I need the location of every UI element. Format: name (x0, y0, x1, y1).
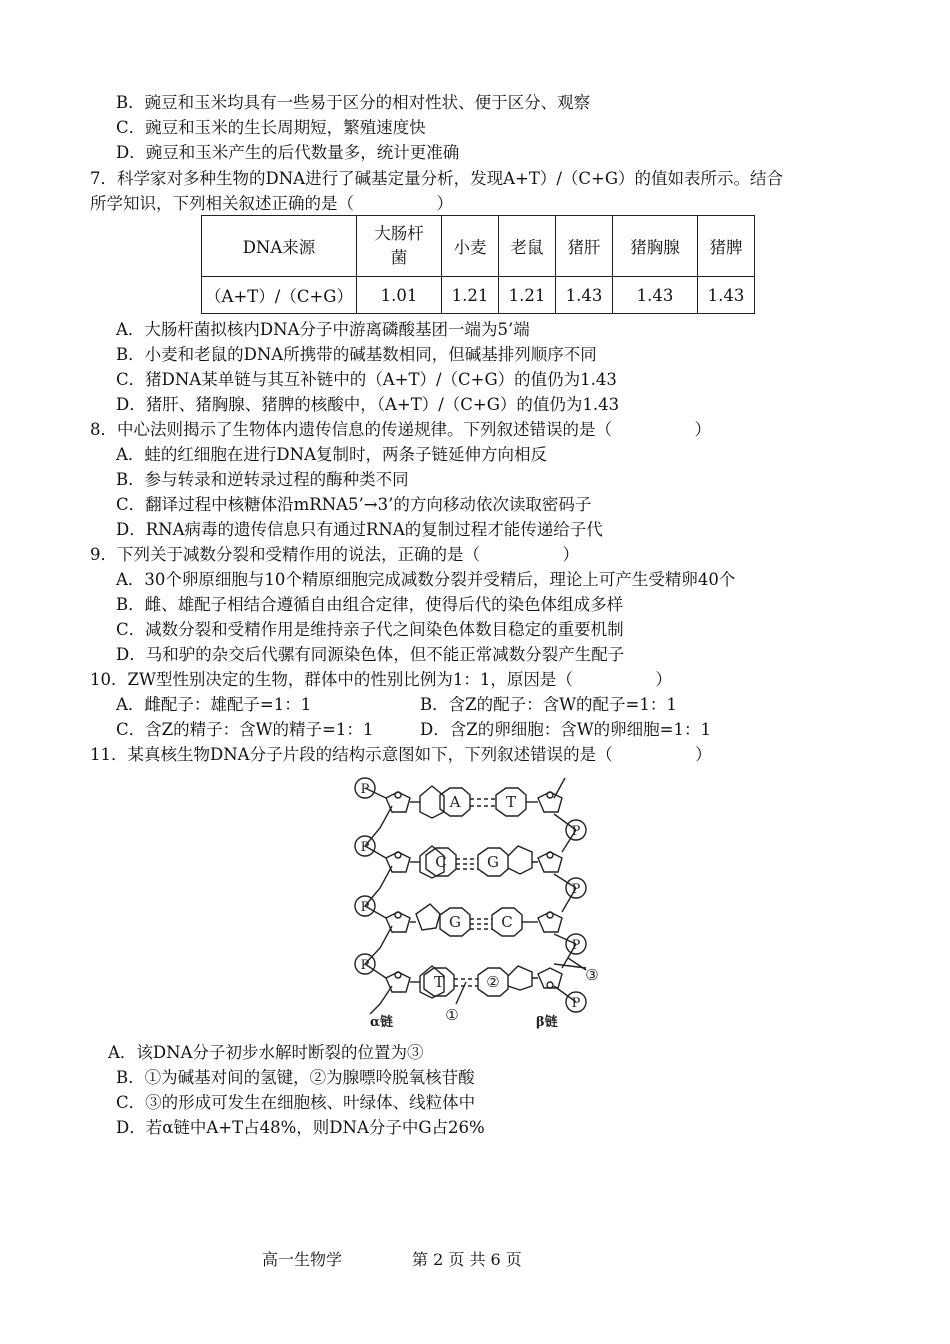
q7-option-c: C．猪DNA某单链与其互补链中的（A+T）/（C+G）的值仍为1.43 (116, 370, 617, 389)
footer-page-number: 第 2 页 共 6 页 (412, 1250, 522, 1269)
phosphate-label: P (360, 840, 370, 855)
alpha-strand-label: α链 (370, 1015, 394, 1030)
hydrogen-bonds (454, 799, 496, 986)
footer-subject: 高一生物学 (262, 1250, 343, 1269)
table-header-source: DNA来源 (202, 216, 357, 277)
table-cell: 1.43 (556, 277, 613, 314)
q7-stem-line2: 所学知识，下列相关叙述正确的是（ ） (90, 194, 453, 213)
base-hexagons-left (424, 788, 470, 996)
q8-option-c: C．翻译过程中核糖体沿mRNA5’→3’的方向移动依次读取密码子 (116, 495, 592, 514)
base-rings-left (410, 786, 447, 998)
phosphate-icons-right (566, 820, 586, 1012)
table-cell: 1.43 (613, 277, 698, 314)
phosphate-label: P (360, 900, 370, 915)
q8-stem: 8．中心法则揭示了生物体内遗传信息的传递规律。下列叙述错误的是（ ） (90, 420, 711, 439)
q6-option-b: B．豌豆和玉米均具有一些易于区分的相对性状、便于区分、观察 (116, 93, 591, 112)
q11-option-b: B．①为碱基对间的氢键，②为腺嘌呤脱氧核苷酸 (116, 1068, 475, 1087)
table-cell: 1.21 (442, 277, 499, 314)
deoxyribose-icons-right (538, 792, 562, 988)
q9-stem: 9．下列关于减数分裂和受精作用的说法，正确的是（ ） (90, 545, 579, 564)
q9-option-a: A．30个卵原细胞与10个精原细胞完成减数分裂并受精后，理论上可产生受精卵40个 (116, 570, 736, 589)
q10-stem: 10．ZW型性别决定的生物，群体中的性别比例为1：1，原因是（ ） (90, 670, 672, 689)
phosphate-label: P (360, 958, 370, 973)
base-c-label: C (501, 913, 513, 931)
pointer-1 (456, 982, 466, 1004)
table-row-label: （A+T）/（C+G） (202, 277, 357, 314)
q9-option-b: B．雌、雄配子相结合遵循自由组合定律，使得后代的染色体组成多样 (116, 595, 624, 614)
q6-option-d: D．豌豆和玉米产生的后代数量多，统计更准确 (116, 143, 460, 162)
q6-option-c: C．豌豆和玉米的生长周期短，繁殖速度快 (116, 118, 426, 137)
mark-3-label: ③ (585, 966, 599, 984)
q7-option-b: B．小麦和老鼠的DNA所携带的碱基数相同，但碱基排列顺序不同 (116, 345, 597, 364)
q11-option-a: A．该DNA分子初步水解时断裂的位置为③ (108, 1043, 424, 1062)
q8-option-a: A．蛙的红细胞在进行DNA复制时，两条子链延伸方向相反 (116, 445, 547, 464)
table-header-pig-liver: 猪肝 (556, 216, 613, 277)
q11-option-c: C．③的形成可发生在细胞核、叶绿体、线粒体中 (116, 1093, 476, 1112)
q10-option-b: B．含Z的配子：含W的配子=1：1 (420, 695, 677, 714)
q11-stem: 11．某真核生物DNA分子片段的结构示意图如下，下列叙述错误的是（ ） (90, 745, 712, 764)
phosphate-label: P (360, 782, 370, 797)
pointer-3 (568, 958, 586, 970)
table-cell: 1.01 (357, 277, 442, 314)
q11-option-d: D．若α链中A+T占48%，则DNA分子中G占26% (116, 1118, 485, 1137)
q8-option-b: B．参与转录和逆转录过程的酶种类不同 (116, 470, 409, 489)
table-header-ecoli: 大肠杆菌 (357, 216, 442, 277)
q10-option-c: C．含Z的精子：含W的精子=1：1 (116, 720, 374, 739)
q9-option-c: C．减数分裂和受精作用是维持亲子代之间染色体数目稳定的重要机制 (116, 620, 624, 639)
phosphate-label: P (571, 996, 581, 1011)
beta-strand-label: β链 (536, 1015, 558, 1030)
base-t-label: T (505, 793, 517, 811)
base-t-label: T (433, 973, 445, 991)
base-c-label: C (435, 853, 447, 871)
table-cell: 1.43 (698, 277, 755, 314)
q7-stem-line1: 7．科学家对多种生物的DNA进行了碱基定量分析，发现A+T）/（C+G）的值如表所示。结合 (90, 169, 784, 188)
nucleotide-2-label: ② (486, 973, 500, 991)
q7-option-a: A．大肠杆菌拟核内DNA分子中游离磷酸基团一端为5’端 (116, 320, 530, 339)
table-cell: 1.21 (499, 277, 556, 314)
dna-structure-diagram (340, 768, 610, 1034)
table-header-pig-thymus: 猪胸腺 (613, 216, 698, 277)
dna-ratio-table (201, 215, 755, 314)
q10-option-d: D．含Z的卵细胞：含W的卵细胞=1：1 (420, 720, 711, 739)
base-g-label: G (487, 853, 499, 871)
phosphate-label: P (571, 938, 581, 953)
q10-option-a: A．雌配子：雄配子=1：1 (116, 695, 312, 714)
base-rings-right (508, 802, 538, 990)
table-header-mouse: 老鼠 (499, 216, 556, 277)
base-g-label: G (449, 913, 461, 931)
q8-option-d: D．RNA病毒的遗传信息只有通过RNA的复制过程才能传递给子代 (116, 520, 603, 539)
q7-option-d: D．猪肝、猪胸腺、猪脾的核酸中，（A+T）/（C+G）的值仍为1.43 (116, 395, 620, 414)
table-header-pig-spleen: 猪脾 (698, 216, 755, 277)
phosphate-label: P (571, 882, 581, 897)
q9-option-d: D．马和驴的杂交后代骡有同源染色体，但不能正常减数分裂产生配子 (116, 645, 625, 664)
phosphate-label: P (571, 824, 581, 839)
base-a-label: A (449, 793, 461, 811)
phosphate-icons-left (355, 778, 375, 974)
deoxyribose-icons-left (386, 792, 410, 992)
table-header-wheat: 小麦 (442, 216, 499, 277)
mark-1-label: ① (445, 1006, 459, 1024)
base-hexagons-right (478, 788, 526, 996)
